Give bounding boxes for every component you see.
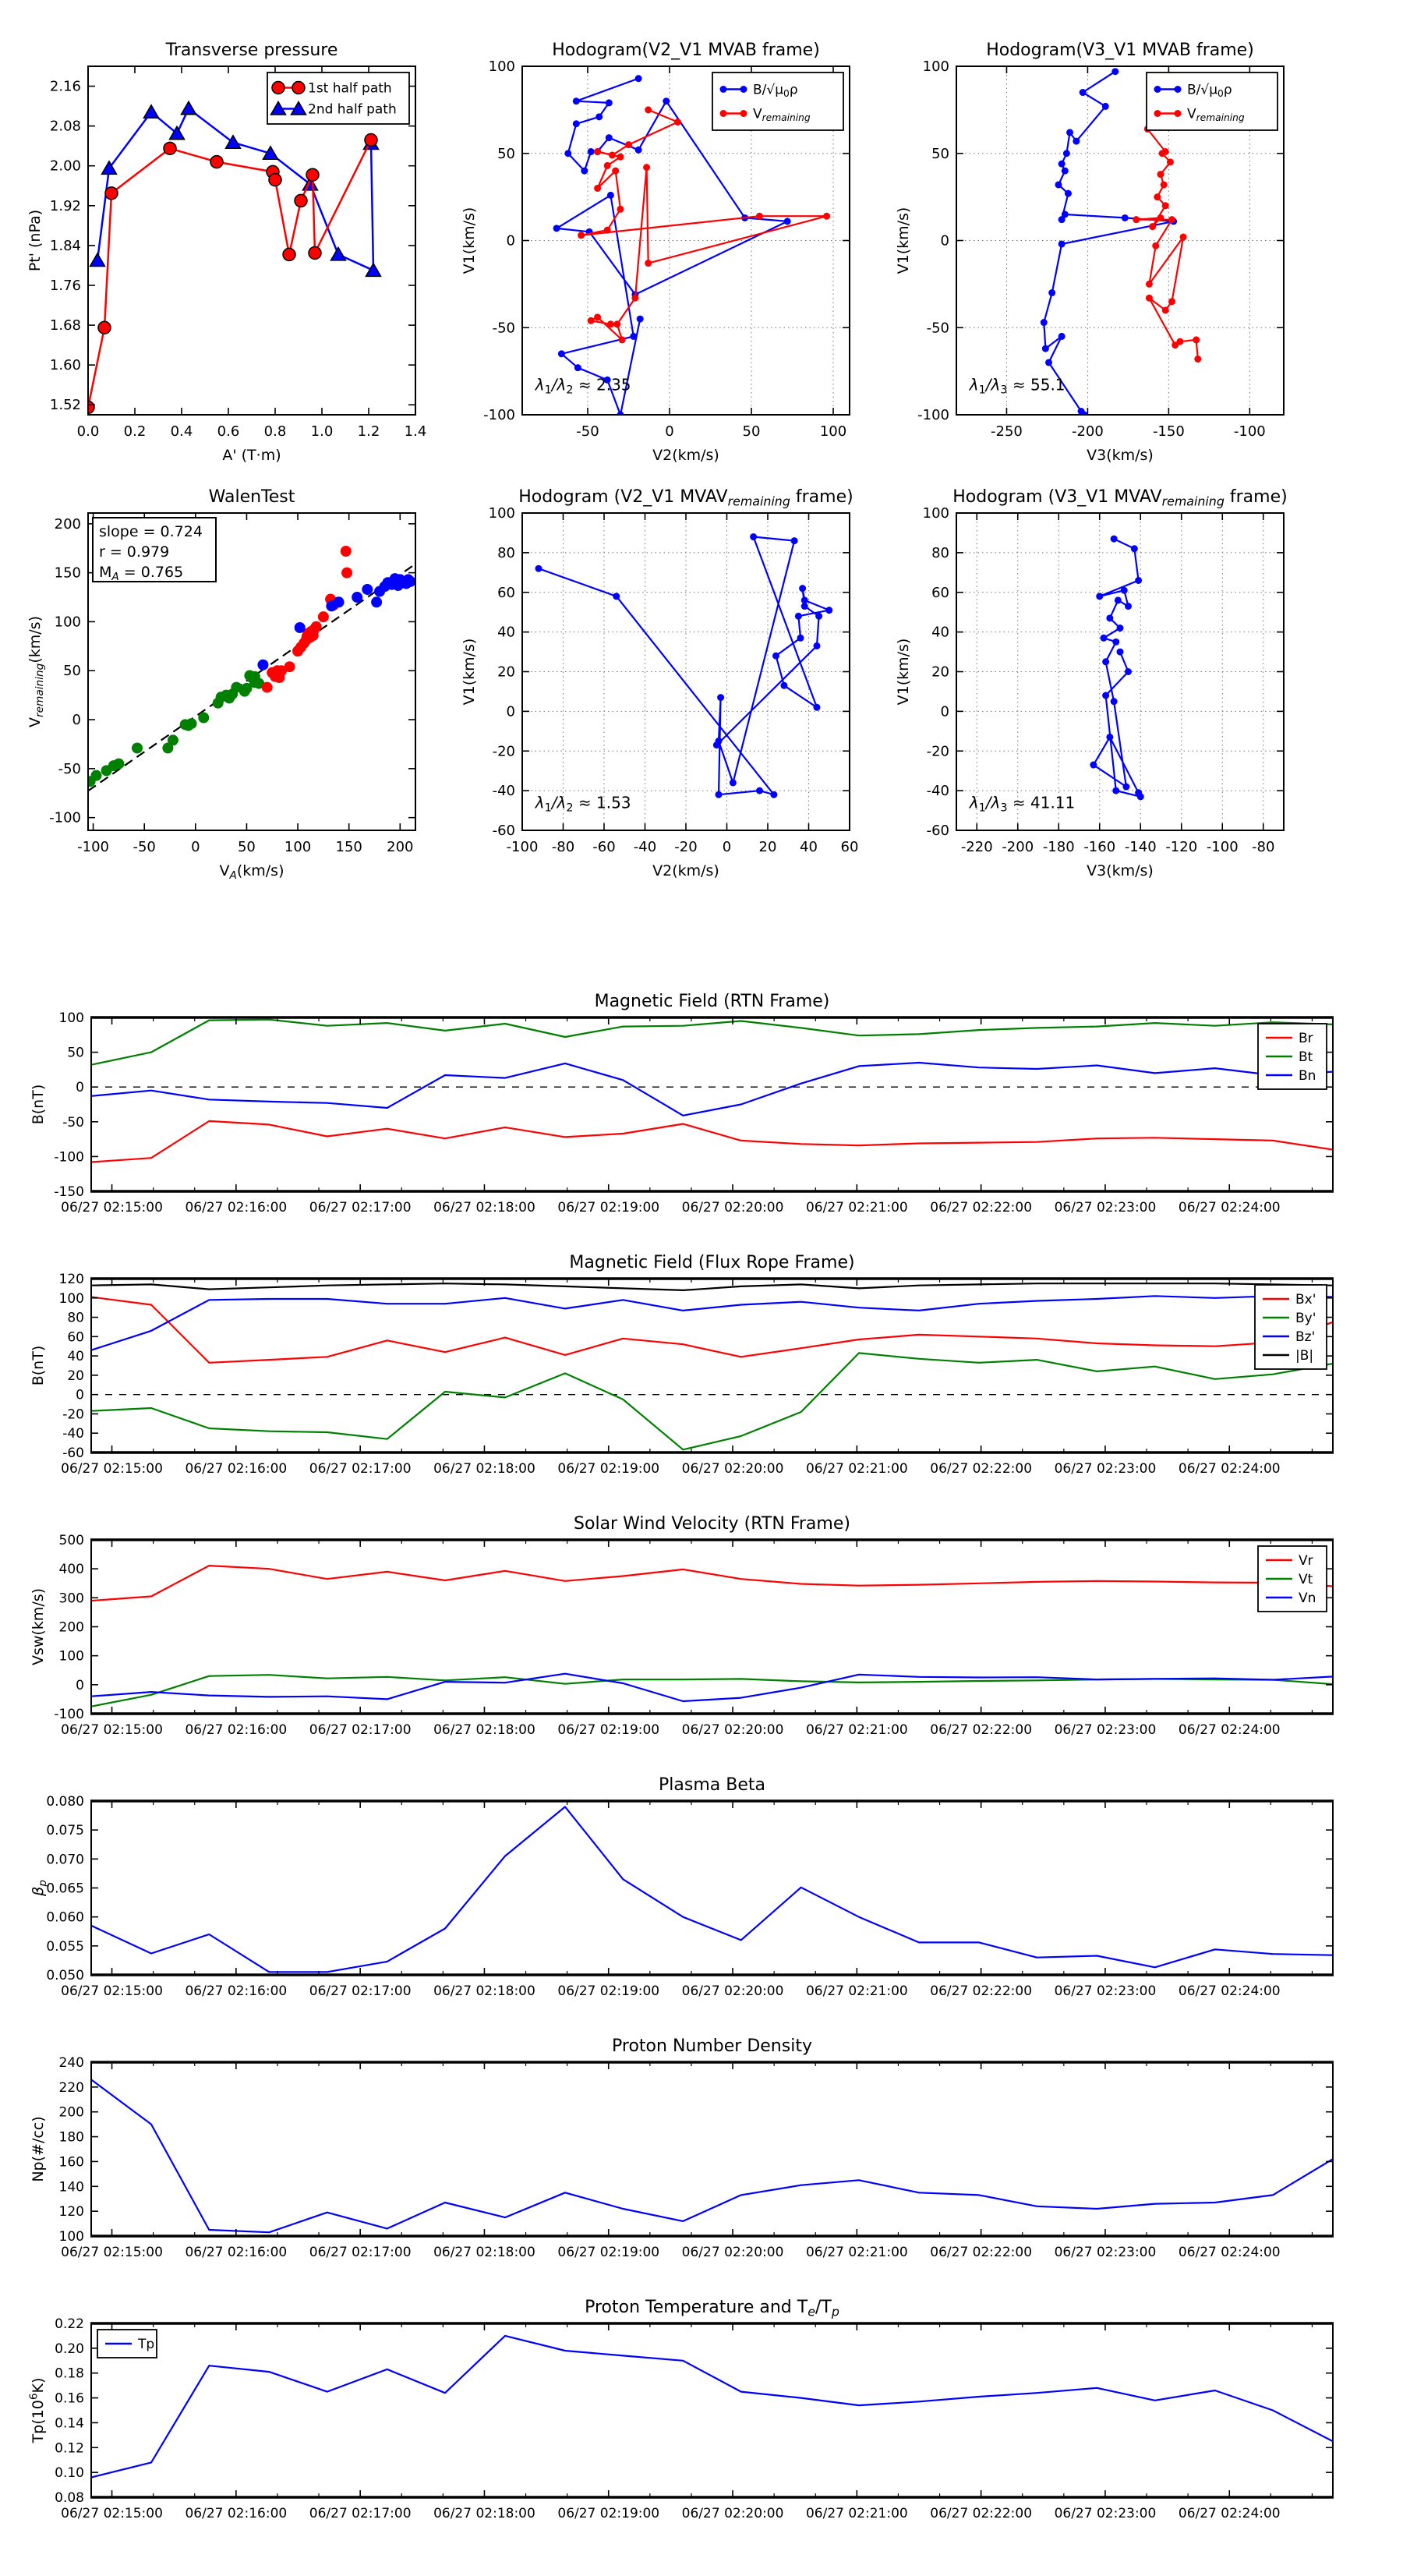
y-tick-label: 200 [58,2104,84,2121]
legend-label: Vr [1299,1553,1313,1569]
x-tick-label: 200 [387,839,414,855]
x-tick-label: 150 [335,839,362,855]
x-tick-label: -220 [960,839,993,855]
y-tick-label: 40 [497,624,515,641]
y-tick-label: 2.08 [49,118,81,135]
y-tick-label: 50 [931,145,949,162]
y-tick-label: 160 [58,2154,84,2171]
annotation-text: $\lambda_1/\lambda_3 \approx 55.1$ [969,375,1066,397]
legend [1147,73,1278,130]
y-tick-label: 0.18 [55,2365,84,2382]
y-tick-label: 100 [58,1290,84,1307]
y-tick-label: 150 [54,564,81,582]
y-tick-label: 100 [922,58,949,75]
y-tick-label: -100 [483,407,515,423]
x-tick-label: 06/27 02:18:00 [433,1200,535,1215]
x-tick-label: 06/27 02:19:00 [557,1200,660,1215]
x-tick-label: -180 [1042,839,1075,855]
x-tick-label: 06/27 02:15:00 [61,2506,163,2521]
x-tick-label: 06/27 02:22:00 [930,2506,1033,2521]
legend [97,2330,157,2358]
legend-label: 1st half path [308,80,392,97]
chart-title: Proton Temperature and $T_e/T_p$ [585,2298,839,2319]
annotation-text: $\lambda_1/\lambda_2 \approx 1.53$ [535,793,631,815]
x-tick-label: 0.4 [170,423,193,440]
x-tick-label: -100 [77,839,109,855]
y-tick-label: 50 [67,1045,84,1061]
x-tick-label: 0 [191,839,200,855]
y-tick-label: 0 [506,232,515,249]
x-tick-label: 06/27 02:16:00 [185,2506,288,2521]
x-tick-label: 06/27 02:18:00 [433,1983,535,1999]
y-tick-label: 0.14 [55,2415,84,2432]
x-tick-label: 06/27 02:21:00 [805,2506,908,2521]
y-tick-label: 0 [940,703,949,720]
y-axis-label: Np(#/cc) [30,2116,47,2182]
x-tick-label: 06/27 02:18:00 [433,1461,535,1477]
y-tick-label: 2.00 [49,157,81,175]
y-tick-label: 2.16 [49,78,81,95]
x-tick-label: 1.2 [357,423,380,440]
y-tick-label: -40 [62,1426,84,1442]
x-tick-label: 06/27 02:19:00 [557,1461,660,1477]
x-tick-label: -50 [576,423,599,440]
x-tick-label: 06/27 02:16:00 [185,1722,288,1738]
x-tick-label: 06/27 02:22:00 [930,1200,1033,1215]
legend-label: Bz' [1295,1329,1316,1345]
x-axis-label: V2(km/s) [652,447,719,464]
x-tick-label: -100 [1233,423,1266,440]
y-tick-label: 100 [488,58,515,75]
y-tick-label: -20 [926,743,949,760]
y-tick-label: 0 [76,1387,84,1403]
y-tick-label: 100 [488,505,515,522]
y-tick-label: -100 [54,1707,84,1722]
y-tick-label: 40 [67,1349,84,1365]
x-tick-label: 0.0 [76,423,100,440]
y-axis-label: Pt' (nPa) [27,209,44,272]
y-tick-label: 60 [67,1329,84,1346]
legend-label: $V_{remaining}$ [753,106,811,123]
x-tick-label: 06/27 02:18:00 [433,2506,535,2521]
x-tick-label: 06/27 02:24:00 [1178,2245,1281,2260]
x-tick-label: 06/27 02:15:00 [61,2245,163,2260]
y-tick-label: -60 [926,823,949,839]
y-tick-label: -50 [926,320,949,337]
chart-title: Magnetic Field (Flux Rope Frame) [569,1253,855,1272]
y-tick-label: 1.68 [49,317,81,334]
legend [1258,1546,1327,1612]
x-tick-label: 06/27 02:15:00 [61,1983,163,1999]
x-tick-label: 06/27 02:16:00 [185,1200,288,1215]
x-tick-label: 06/27 02:15:00 [61,1722,163,1738]
y-tick-label: -40 [926,783,949,800]
x-tick-label: 60 [840,839,859,855]
x-tick-label: 06/27 02:16:00 [185,1461,288,1477]
x-tick-label: -50 [133,839,156,855]
y-tick-label: 180 [58,2129,84,2146]
legend [1258,1024,1327,1089]
chart-title: WalenTest [208,487,295,507]
y-axis-label: V1(km/s) [461,207,478,274]
y-tick-label: 0.12 [55,2440,84,2457]
y-tick-label: -100 [54,1149,84,1166]
stats-line: $M_A = 0.765$ [99,564,184,583]
x-tick-label: -120 [1165,839,1198,855]
x-tick-label: 06/27 02:19:00 [557,2506,660,2521]
legend-label: By' [1295,1311,1316,1326]
x-tick-label: 06/27 02:23:00 [1054,1722,1157,1738]
x-tick-label: -150 [1152,423,1185,440]
x-tick-label: 06/27 02:20:00 [681,2245,784,2260]
x-tick-label: 06/27 02:24:00 [1178,2506,1281,2521]
y-tick-label: 80 [67,1310,84,1326]
legend [1255,1285,1327,1369]
y-axis-label: $V_{remaining}(km/s)$ [27,616,46,727]
x-tick-label: 0.8 [263,423,287,440]
y-tick-label: -50 [492,320,515,337]
y-tick-label: 0.080 [46,1794,84,1810]
y-tick-label: 50 [497,145,515,162]
y-tick-label: 0.050 [46,1968,84,1983]
y-tick-label: 400 [58,1562,84,1578]
x-tick-label: 06/27 02:17:00 [309,1461,412,1477]
legend-label: $V_{remaining}$ [1187,106,1245,123]
x-tick-label: -200 [1071,423,1104,440]
y-axis-label: $\beta_p$ [30,1880,49,1896]
x-tick-label: 06/27 02:16:00 [185,1983,288,1999]
legend-label: $B/√\mu_0\rho$ [753,82,798,99]
y-tick-label: 100 [922,505,949,522]
y-tick-label: -20 [492,743,515,760]
x-tick-label: 06/27 02:21:00 [805,1983,908,1999]
x-tick-label: 100 [819,423,847,440]
x-tick-label: 06/27 02:22:00 [930,1983,1033,1999]
x-tick-label: 06/27 02:20:00 [681,1200,784,1215]
chart-title: Hodogram(V3_V1 MVAB frame) [986,41,1254,60]
y-tick-label: 100 [58,1648,84,1665]
y-tick-label: 0.22 [55,2316,84,2332]
y-tick-label: -60 [492,823,515,839]
x-tick-label: 06/27 02:21:00 [805,1200,908,1215]
x-tick-label: -60 [592,839,616,855]
x-tick-label: -100 [1206,839,1239,855]
y-tick-label: 300 [58,1591,84,1607]
x-tick-label: 06/27 02:15:00 [61,1200,163,1215]
y-tick-label: 0.055 [46,1938,84,1955]
legend-label: Tp [138,2337,155,2352]
stats-line: r = 0.979 [99,543,170,561]
x-axis-label: A' (T·m) [222,447,281,464]
y-tick-label: -20 [62,1407,84,1423]
x-tick-label: 06/27 02:18:00 [433,1722,535,1738]
x-tick-label: -160 [1083,839,1116,855]
x-tick-label: 06/27 02:19:00 [557,1722,660,1738]
chart-title: Magnetic Field (RTN Frame) [594,992,830,1011]
y-tick-label: 0.08 [55,2490,84,2506]
y-tick-label: 200 [58,1619,84,1636]
y-tick-label: 1.92 [49,197,81,214]
y-tick-label: -40 [492,783,515,800]
x-tick-label: 06/27 02:21:00 [805,1461,908,1477]
y-tick-label: 140 [58,2179,84,2196]
y-tick-label: 100 [58,2229,84,2245]
chart-title: Solar Wind Velocity (RTN Frame) [574,1514,850,1534]
y-tick-label: 20 [497,663,515,681]
y-tick-label: 60 [931,584,949,601]
x-tick-label: 50 [237,839,256,855]
legend-label: 2nd half path [308,101,397,118]
x-tick-label: 0 [722,839,732,855]
x-axis-label: V3(km/s) [1087,862,1154,879]
x-tick-label: 06/27 02:17:00 [309,1200,412,1215]
y-tick-label: 50 [63,663,81,680]
x-tick-label: 06/27 02:19:00 [557,2245,660,2260]
x-tick-label: 06/27 02:20:00 [681,1722,784,1738]
x-tick-label: -80 [551,839,575,855]
x-axis-label: V3(km/s) [1087,447,1154,464]
chart-title: Hodogram (V3_V1 $MVAV_{remaining}$ frame) [952,487,1288,509]
y-tick-label: 80 [931,544,949,561]
x-tick-label: 06/27 02:20:00 [681,2506,784,2521]
y-tick-label: 1.76 [49,277,81,294]
x-tick-label: 06/27 02:22:00 [930,1722,1033,1738]
chart-title: Proton Number Density [612,2036,812,2056]
y-tick-label: 120 [58,1272,84,1287]
x-tick-label: 06/27 02:23:00 [1054,2245,1157,2260]
y-tick-label: -60 [62,1445,84,1461]
x-tick-label: 0.2 [123,423,147,440]
legend [267,73,409,124]
y-tick-label: 200 [54,515,81,533]
x-tick-label: -200 [1002,839,1034,855]
chart-title: Plasma Beta [659,1775,765,1795]
y-tick-label: 0.070 [46,1852,84,1868]
y-tick-label: 20 [931,663,949,681]
y-tick-label: 0.060 [46,1909,84,1926]
legend-label: |B| [1295,1348,1314,1364]
y-axis-label: V1(km/s) [895,638,912,706]
x-tick-label: 06/27 02:17:00 [309,1722,412,1738]
x-tick-label: 06/27 02:24:00 [1178,1461,1281,1477]
chart-title: Hodogram(V2_V1 MVAB frame) [552,41,820,60]
x-tick-label: 06/27 02:17:00 [309,1983,412,1999]
x-tick-label: -20 [674,839,698,855]
x-tick-label: 06/27 02:24:00 [1178,1983,1281,1999]
y-tick-label: -50 [58,760,81,777]
y-tick-label: 0 [76,1677,84,1693]
x-tick-label: 06/27 02:23:00 [1054,1200,1157,1215]
y-tick-label: -50 [62,1114,84,1131]
y-axis-label: B(nT) [30,1084,47,1125]
legend-label: Bn [1299,1068,1316,1084]
x-tick-label: 06/27 02:24:00 [1178,1722,1281,1738]
y-tick-label: 240 [58,2055,84,2071]
x-tick-label: 50 [742,423,761,440]
y-tick-label: 80 [497,544,515,561]
y-tick-label: 0.065 [46,1881,84,1897]
x-axis-label: $V_A(km/s)$ [219,862,284,882]
x-tick-label: 06/27 02:23:00 [1054,2506,1157,2521]
x-tick-label: 06/27 02:21:00 [805,2245,908,2260]
x-tick-label: 06/27 02:21:00 [805,1722,908,1738]
x-tick-label: 06/27 02:22:00 [930,1461,1033,1477]
legend-label: Vn [1299,1591,1316,1606]
x-tick-label: -40 [633,839,657,855]
annotation-text: $\lambda_1/\lambda_2 \approx 2.35$ [535,375,631,397]
x-tick-label: 40 [800,839,818,855]
y-tick-label: 40 [931,624,949,641]
y-tick-label: 120 [58,2204,84,2220]
x-tick-label: 06/27 02:23:00 [1054,1983,1157,1999]
y-tick-label: 100 [54,614,81,631]
x-tick-label: 06/27 02:20:00 [681,1983,784,1999]
x-axis-label: V2(km/s) [652,862,719,879]
y-tick-label: 0 [940,232,949,249]
x-tick-label: 06/27 02:17:00 [309,2506,412,2521]
y-tick-label: 20 [67,1368,84,1384]
x-tick-label: 06/27 02:19:00 [557,1983,660,1999]
y-axis-label: $Tp(10^6K)$ [27,2377,47,2443]
y-tick-label: -100 [49,809,81,826]
x-tick-label: 06/27 02:18:00 [433,2245,535,2260]
y-tick-label: -150 [54,1184,84,1200]
x-tick-label: 06/27 02:15:00 [61,1461,163,1477]
y-tick-label: 1.52 [49,397,81,414]
x-tick-label: 1.4 [404,423,427,440]
y-tick-label: 60 [497,584,515,601]
x-tick-label: 100 [284,839,312,855]
legend-label: Br [1299,1031,1313,1046]
x-tick-label: 0 [665,423,674,440]
x-tick-label: 0.6 [217,423,240,440]
x-tick-label: 06/27 02:22:00 [930,2245,1033,2260]
x-tick-label: 06/27 02:17:00 [309,2245,412,2260]
x-tick-label: 06/27 02:16:00 [185,2245,288,2260]
y-axis-label: V1(km/s) [461,638,478,706]
stats-line: slope = 0.724 [99,523,203,540]
legend-label: $B/√\mu_0\rho$ [1187,82,1232,99]
x-tick-label: 1.0 [310,423,334,440]
legend [712,73,843,130]
legend-label: Bt [1299,1049,1313,1065]
x-tick-label: -100 [506,839,539,855]
y-tick-label: 0 [72,712,81,729]
y-tick-label: 1.60 [49,357,81,374]
y-axis-label: V1(km/s) [895,207,912,274]
y-tick-label: 1.84 [49,237,81,254]
x-tick-label: 06/27 02:23:00 [1054,1461,1157,1477]
y-axis-label: Vsw(km/s) [30,1587,47,1666]
legend-label: Bx' [1295,1292,1316,1307]
chart-title: Transverse pressure [165,41,338,60]
y-tick-label: 0.10 [55,2465,84,2482]
y-tick-label: -100 [917,407,949,423]
x-tick-label: -140 [1124,839,1157,855]
x-tick-label: -250 [991,423,1023,440]
x-tick-label: 06/27 02:24:00 [1178,1200,1281,1215]
y-tick-label: 0.20 [55,2341,84,2357]
annotation-text: $\lambda_1/\lambda_3 \approx 41.11$ [969,793,1076,815]
x-tick-label: -80 [1252,839,1275,855]
chart-title: Hodogram (V2_V1 $MVAV_{remaining}$ frame) [518,487,853,509]
y-tick-label: 500 [58,1533,84,1548]
y-tick-label: 0.075 [46,1823,84,1839]
legend-label: Vt [1299,1572,1313,1587]
y-tick-label: 0 [506,703,515,720]
y-tick-label: 0.16 [55,2390,84,2407]
y-tick-label: 0 [76,1080,84,1096]
y-tick-label: 220 [58,2079,84,2096]
x-tick-label: 20 [758,839,777,855]
y-axis-label: B(nT) [30,1345,47,1386]
x-tick-label: 06/27 02:20:00 [681,1461,784,1477]
y-tick-label: 100 [58,1010,84,1026]
